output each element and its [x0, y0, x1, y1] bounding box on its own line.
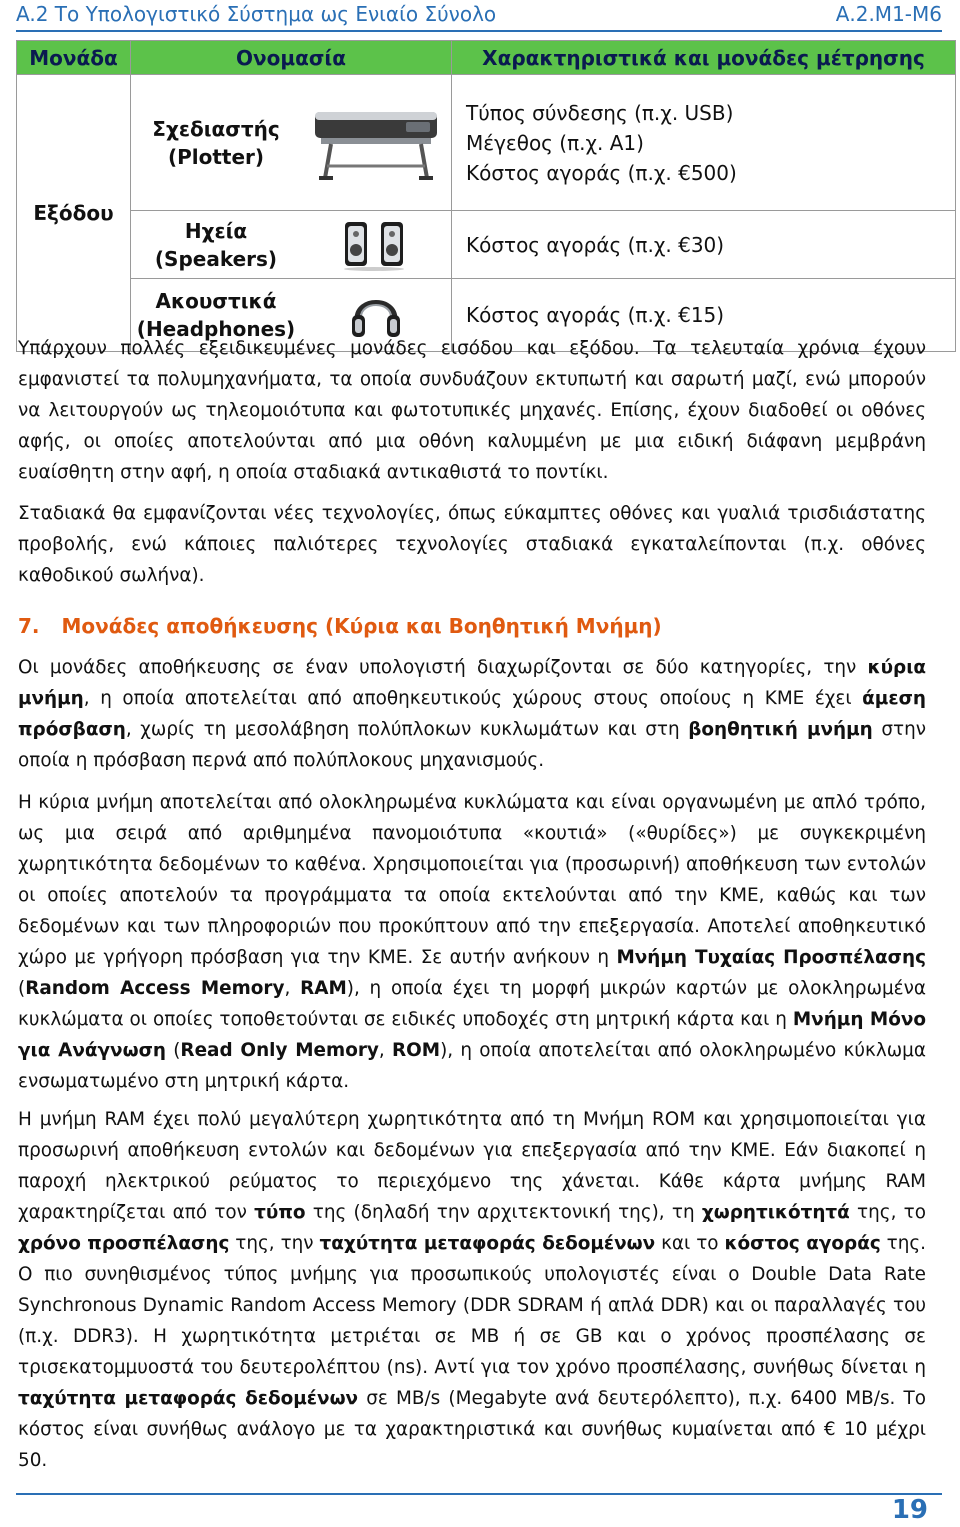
- col-header-features: Χαρακτηριστικά και μονάδες μέτρησης: [452, 41, 956, 75]
- table-row: [17, 75, 956, 211]
- bold-term: ROM: [391, 1040, 441, 1061]
- paragraph-text: (: [165, 1040, 181, 1061]
- table-row: [17, 211, 956, 279]
- feature-size: Μέγεθος (π.χ. A1): [466, 130, 644, 155]
- device-name-english: (Headphones): [136, 317, 296, 341]
- section-heading: [18, 614, 662, 638]
- bold-term: Random Access Memory: [25, 978, 285, 999]
- device-name-greek: Ηχεία: [184, 218, 248, 243]
- paragraph-text: Οι μονάδες αποθήκευσης σε έναν υπολογιστή διαχωρίζονται σε δύο κατηγορίες, την: [18, 657, 868, 678]
- paragraph-storage-categories: [18, 652, 926, 776]
- speakers-icon: [341, 218, 411, 272]
- paragraph-main-memory: [18, 787, 926, 1097]
- bold-term: ταχύτητα μεταφοράς δεδομένων: [18, 1388, 359, 1409]
- page-number: 19: [891, 1495, 928, 1525]
- name-cell: [131, 75, 452, 211]
- paragraph-text: της, την: [229, 1233, 320, 1254]
- feature-connection: Τύπος σύνδεσης (π.χ. USB): [466, 100, 734, 125]
- paragraph-ram: [18, 1104, 926, 1476]
- feature-cost: Κόστος αγοράς (π.χ. €500): [466, 160, 737, 185]
- paragraph-text: σε MB/s (Megabyte ανά δευτερόλεπτο), π.χ. 6400 MB/s. Το κόστος είναι συνήθως ανάλογο με τα χαρακτηριστικά και συνήθως κυμαίνεται από € 10 μέχρι 50.: [18, 1388, 927, 1471]
- bold-term: χρόνο προσπέλασης: [18, 1233, 230, 1254]
- paragraph-text: και το: [655, 1233, 725, 1254]
- bold-term: βοηθητική μνήμη: [688, 719, 873, 740]
- paragraph-text: ), η οποία αποτελείται από ολοκληρωμένο κύκλωμα ενσωματωμένο στη μητρική κάρτα.: [18, 1040, 926, 1092]
- page-header: [16, 0, 942, 32]
- paragraph-text: (: [18, 978, 26, 999]
- header-title: A.2 Το Υπολογιστικό Σύστημα ως Ενιαίο Σύνολο: [16, 2, 497, 26]
- bold-term: άμεση πρόσβαση: [18, 688, 926, 740]
- bold-term: RAM: [300, 978, 347, 999]
- bold-term: κόστος αγοράς: [724, 1233, 881, 1254]
- features-cell: [452, 211, 956, 279]
- category-cell: Εξόδου: [17, 75, 131, 352]
- paragraph-text: ,: [284, 978, 301, 999]
- feature-cost: Κόστος αγοράς (π.χ. €15): [466, 303, 725, 327]
- paragraph-text: ,: [378, 1040, 392, 1061]
- bold-term: ταχύτητα μεταφοράς δεδομένων: [319, 1233, 656, 1254]
- feature-cost: Κόστος αγοράς (π.χ. €30): [466, 232, 725, 257]
- plotter-icon: [311, 102, 441, 184]
- paragraph-text: της (δηλαδή την αρχιτεκτονική της), τη: [305, 1202, 702, 1223]
- paragraph-text: της. Ο πιο συνηθισμένος τύπος μνήμης για προσωπικούς υπολογιστές είναι ο Double Data Rate Synchronous Dynamic Random Access Memory (DDR SDRAM ή απλά DDR) και οι παραλλαγές του (π.χ. DDR3). Η χωρητικότητα μετριέται σε MB ή σε GB και ο χρόνος προσπέλασης σε τρισεκατομμυοστά του δευτερολέπτου (ns). Αντί για τον χρόνο προσπέλασης, συνήθως δίνεται η: [18, 1233, 927, 1378]
- bold-term: τύπο: [254, 1202, 306, 1223]
- device-name: [131, 115, 301, 171]
- bold-term: χωρητικότητά: [701, 1202, 850, 1223]
- bold-term: Μνήμη Τυχαίας Προσπέλασης: [616, 947, 926, 968]
- bold-term: κύρια μνήμη: [18, 657, 926, 709]
- paragraph-special-devices: [18, 333, 926, 488]
- bold-term: Read Only Memory: [180, 1040, 379, 1061]
- col-header-unit: Μονάδα: [17, 41, 131, 75]
- paragraph-new-technologies: [18, 498, 926, 591]
- bold-term: Μνήμη Μόνο για Ανάγνωση: [18, 1009, 927, 1061]
- section-number: 7.: [18, 614, 40, 638]
- section-title: Μονάδες αποθήκευσης (Κύρια και Βοηθητική Μνήμη): [61, 614, 662, 638]
- paragraph-text: ), η οποία έχει τη μορφή μικρών καρτών με ολοκληρωμένα κυκλώματα οι οποίες τοποθετούνται σε ειδικές υποδοχές στη μητρική κάρτα και η: [18, 978, 927, 1030]
- name-cell: [131, 211, 452, 279]
- col-header-name: Ονομασία: [131, 41, 452, 75]
- features-cell: [452, 75, 956, 211]
- output-units-table: [16, 40, 956, 352]
- device-name-greek: Ακουστικά: [155, 289, 277, 313]
- device-name-greek: Σχεδιαστής: [152, 116, 280, 141]
- paragraph-text: Υπάρχουν πολλές εξειδικευμένες μονάδες εισόδου και εξόδου. Τα τελευταία χρόνια έχουν εμφανιστεί τα πολυμηχανήματα, τα οποία συνδυάζουν εκτυπωτή και σαρωτή μαζί, ενώ μπορούν να λειτουργούν ως τηλεομοιότυπα και φωτοτυπικές μηχανές. Επίσης, έχουν διαδοθεί οι οθόνες αφής, οι οποίες αποτελούνται από μια οθόνη καλυμμένη με μια ειδική διάφανη μεμβράνη ευαίσθητη στην αφή, η οποία σταδιακά αντικαθιστά το ποντίκι.: [18, 338, 926, 483]
- device-name-english: (Speakers): [154, 246, 278, 271]
- paragraph-text: Η κύρια μνήμη αποτελείται από ολοκληρωμένα κυκλώματα και είναι οργανωμένη με απλό τρόπο, ως μια σειρά από αριθμημένα πανομοιότυπα «κουτιά» («θυρίδες») με συγκεκριμένη χωρητικότητα δεδομένων το καθένα. Χρησιμοποιείται για (προσωρινή) αποθήκευση των εντολών οι οποίες αποτελούν τα προγράμματα τα οποία εκτελούνται από την ΚΜΕ, καθώς και των δεδομένων και των πληροφοριών που προκύπτουν από την επεξεργασία. Αποτελεί αποθηκευτικό χώρο με γρήγορη πρόσβαση για την ΚΜΕ. Σε αυτήν ανήκουν η: [18, 792, 926, 968]
- paragraph-text: , χωρίς τη μεσολάβηση πολύπλοκων κυκλωμάτων και στη: [125, 719, 689, 740]
- paragraph-text: , η οποία αποτελείται από αποθηκευτικούς χώρους στους οποίους η ΚΜΕ έχει: [83, 688, 863, 709]
- header-code: Α.2.Μ1-Μ6: [835, 2, 942, 26]
- table-header-row: [17, 41, 956, 75]
- paragraph-text: της, το: [849, 1202, 926, 1223]
- paragraph-text: Σταδιακά θα εμφανίζονται νέες τεχνολογίες, όπως εύκαμπτες οθόνες και γυαλιά τρισδιάστατης προβολής, ενώ κάποιες παλιότερες τεχνολογίες σταδιακά εγκαταλείπονται (π.χ. οθόνες καθοδικού σωλήνα).: [18, 503, 926, 586]
- paragraph-text: Η μνήμη RAM έχει πολύ μεγαλύτερη χωρητικότητα από τη Μνήμη ROM και χρησιμοποιείται για προσωρινή αποθήκευση εντολών και δεδομένων για επεξεργασία από την ΚΜΕ. Εάν διακοπεί η παροχή ηλεκτρικού ρεύματος το περιεχόμενο της χάνεται. Κάθε κάρτα μνήμης RAM χαρακτηρίζεται από τον: [18, 1109, 926, 1223]
- paragraph-text: στην οποία η πρόσβαση περνά από πολύπλοκους μηχανισμούς.: [18, 719, 926, 771]
- device-name-english: (Plotter): [167, 144, 265, 169]
- device-name: [131, 217, 301, 273]
- footer-rule: [16, 1493, 942, 1495]
